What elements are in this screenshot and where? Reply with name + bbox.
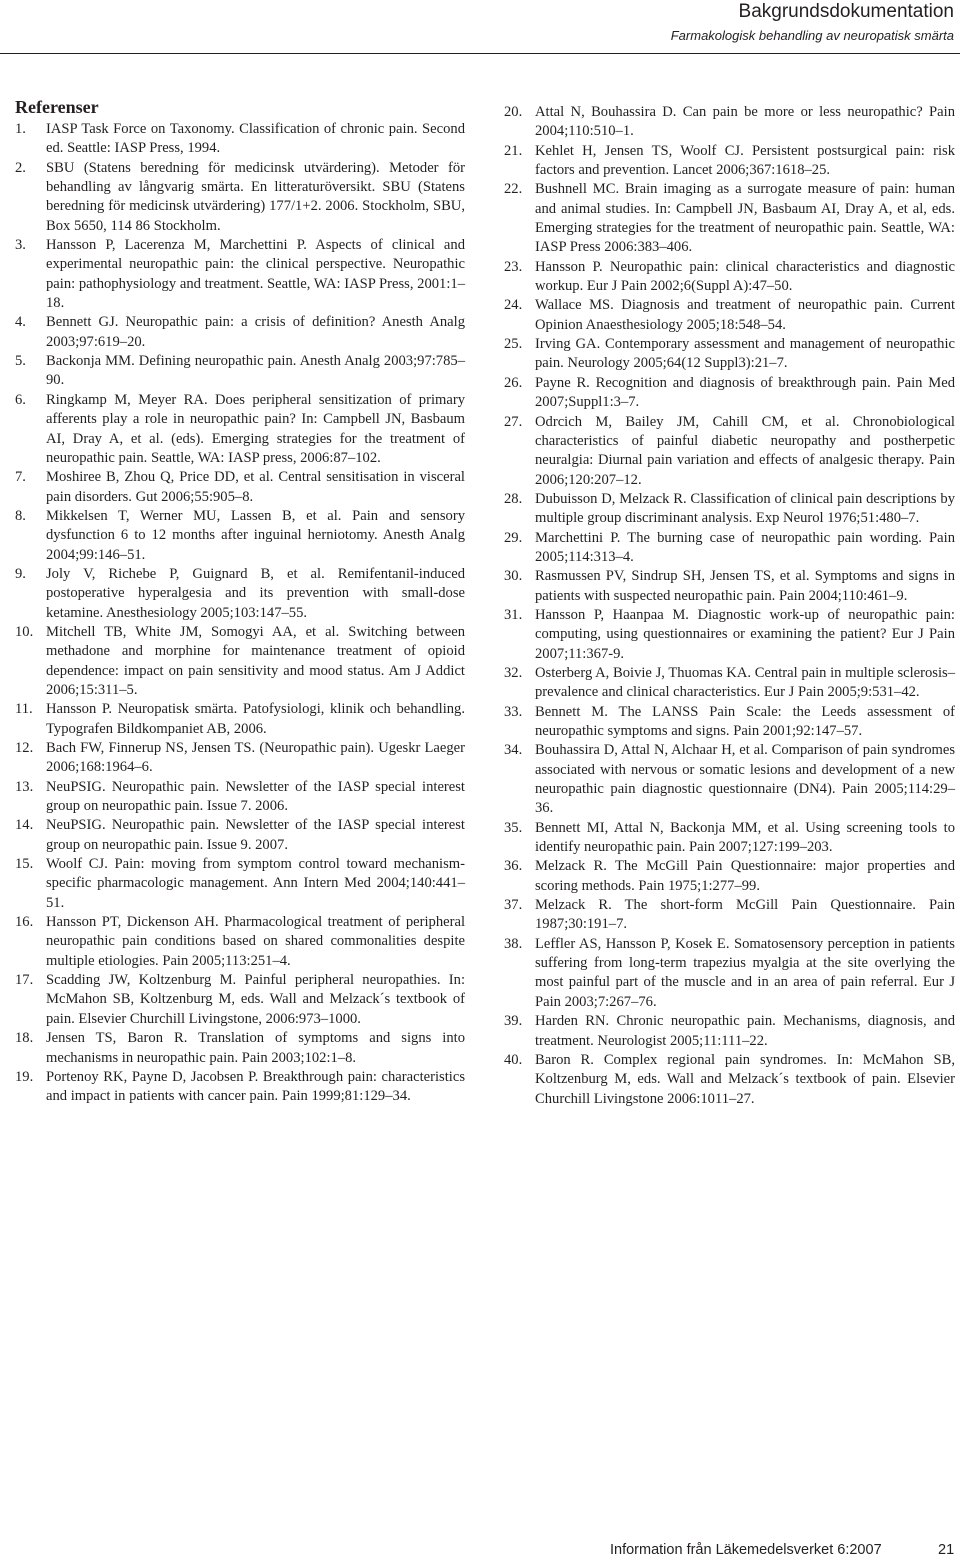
reference-text: Hansson P. Neuropathic pain: clinical characteristics and diagnostic workup. Eur J Pain 2002;6(Suppl A):47–50. (535, 258, 955, 295)
reference-text: Rasmussen PV, Sindrup SH, Jensen TS, et al. Symptoms and signs in patients with suspected neuropathic pain. Pain 2004;110:461–9. (535, 568, 955, 604)
reference-item (15, 1029, 465, 1068)
reference-text: Osterberg A, Boivie J, Thuomas KA. Central pain in multiple sclerosis–prevalence and clinical characteristics. Eur J Pain 2005;9:531–42. (535, 664, 955, 701)
reference-item (15, 739, 465, 778)
reference-number: 35. (504, 819, 523, 836)
reference-text: Bennett MI, Attal N, Backonja MM, et al. Using screening tools to identify neuropathic pain. Pain 2007;127:199–203. (535, 819, 955, 856)
reference-number: 16. (15, 914, 34, 931)
section-title: Bakgrundsdokumentation (738, 1, 954, 22)
reference-item (504, 664, 955, 703)
reference-number: 14. (15, 817, 34, 834)
references-heading: Referenser (15, 97, 99, 117)
reference-number: 22. (504, 181, 523, 198)
reference-item (504, 935, 955, 1012)
reference-text: Wallace MS. Diagnosis and treatment of neuropathic pain. Current Opinion Anaesthesiology 2005;18:548–54. (535, 297, 955, 333)
reference-number: 8. (15, 507, 26, 524)
reference-text: Melzack R. The short-form McGill Pain Questionnaire. Pain 1987;30:191–7. (535, 897, 955, 933)
reference-item (504, 1012, 955, 1051)
reference-item (15, 391, 465, 468)
reference-number: 18. (15, 1030, 34, 1047)
page-number: 21 (938, 1542, 955, 1558)
reference-text: Portenoy RK, Payne D, Jacobsen P. Breakthrough pain: characteristics and impact in patients with cancer pain. Pain 1999;81:129–34. (46, 1068, 465, 1105)
reference-number: 24. (504, 297, 523, 314)
reference-text: Hansson P, Lacerenza M, Marchettini P. Aspects of clinical and experimental neuropathic pain: the clinical perspective. Neuropathic pain: pathophysiology and treatment. Seattle, WA: IASP Press, 2001:1–18. (46, 237, 465, 312)
reference-item (15, 778, 465, 817)
reference-item (15, 1068, 465, 1107)
reference-number: 38. (504, 935, 523, 952)
reference-text: Hansson P. Neuropatisk smärta. Patofysiologi, klinik och behandling. Typografen Bildkompaniet AB, 2006. (46, 701, 465, 737)
footer-publication: Information från Läkemedelsverket 6:2007 (610, 1542, 882, 1558)
reference-number: 15. (15, 856, 34, 873)
reference-item (504, 1051, 955, 1109)
reference-number: 23. (504, 258, 523, 275)
reference-item (504, 819, 955, 858)
reference-text: Backonja MM. Defining neuropathic pain. Anesth Analg 2003;97:785–90. (46, 353, 465, 389)
reference-text: Ringkamp M, Meyer RA. Does peripheral sensitization of primary afferents play a role in neuropathic pain? In: Campbell JN, Basbaum AI, Dray A, et al. (eds). Emerging strategies for the treatment of neuropathic pain. Seattle, WA: IASP press, 2006:87–102. (46, 391, 465, 466)
reference-number: 12. (15, 740, 34, 756)
references-column-right (504, 103, 955, 1109)
reference-number: 1. (15, 121, 26, 137)
reference-item (15, 623, 465, 700)
reference-text: Bushnell MC. Brain imaging as a surrogate measure of pain: human and animal studies. In: Campbell JN, Basbaum AI, Dray A, et al, eds. Emerging strategies for the treatment of neuropathic pain. Seattle, WA: IASP Press 2006:383–406. (535, 181, 955, 256)
reference-item (15, 120, 465, 159)
reference-number: 21. (504, 142, 523, 159)
reference-item (504, 103, 955, 142)
reference-text: Odrcich M, Bailey JM, Cahill CM, et al. Chronobiological characteristics of painful diabetic neuropathy and postherpetic neuralgia: Diurnal pain variation and effects of analgesic therapy. Pain 2006;120:207–12. (535, 413, 955, 488)
reference-number: 27. (504, 413, 523, 430)
reference-number: 32. (504, 664, 523, 681)
reference-item (504, 741, 955, 818)
reference-number: 13. (15, 778, 34, 795)
reference-number: 11. (15, 701, 33, 718)
reference-number: 31. (504, 606, 523, 623)
reference-number: 20. (504, 104, 523, 120)
reference-text: Bennett GJ. Neuropathic pain: a crisis of definition? Anesth Analg 2003;97:619–20. (46, 314, 465, 350)
reference-text: Attal N, Bouhassira D. Can pain be more or less neuropathic? Pain 2004;110:510–1. (535, 104, 955, 140)
reference-item (15, 468, 465, 507)
reference-number: 37. (504, 897, 523, 914)
reference-item (15, 971, 465, 1029)
reference-number: 40. (504, 1051, 523, 1068)
reference-number: 4. (15, 314, 26, 331)
reference-text: SBU (Statens beredning för medicinsk utvärdering). Metoder för behandling av långvarig smärta. En litteraturöversikt. SBU (Statens beredning för medicinsk utvärdering) 177/1+2. 2006. Stockholm, SBU, Box 5650, 114 86 Stockholm. (46, 159, 465, 234)
reference-text: Moshiree B, Zhou Q, Price DD, et al. Central sensitisation in visceral pain disorders. Gut 2006;55:905–8. (46, 469, 465, 505)
reference-text: Hansson P, Haanpaa M. Diagnostic work-up of neuropathic pain: computing, using questionnaires or examining the patient? Eur J Pain 2007;11:367-9. (535, 606, 955, 662)
reference-number: 6. (15, 391, 26, 408)
header-divider (0, 53, 960, 54)
reference-number: 25. (504, 336, 523, 353)
reference-item (15, 313, 465, 352)
reference-number: 7. (15, 469, 26, 486)
reference-item (15, 855, 465, 913)
reference-number: 29. (504, 529, 523, 546)
reference-number: 39. (504, 1013, 523, 1030)
reference-text: NeuPSIG. Neuropathic pain. Newsletter of the IASP special interest group on neuropathic pain. Issue 9. 2007. (46, 817, 465, 853)
reference-item (15, 700, 465, 739)
reference-text: Kehlet H, Jensen TS, Woolf CJ. Persistent postsurgical pain: risk factors and prevention. Lancet 2006;367:1618–25. (535, 142, 955, 179)
reference-item (504, 490, 955, 529)
reference-number: 28. (504, 490, 523, 507)
reference-text: Mikkelsen T, Werner MU, Lassen B, et al. Pain and sensory dysfunction 6 to 12 months after inguinal herniotomy. Anesth Analg 2004;99:146–51. (46, 507, 465, 563)
reference-text: IASP Task Force on Taxonomy. Classification of chronic pain. Second ed. Seattle: IASP Press, 1994. (46, 121, 465, 157)
reference-text: Marchettini P. The burning case of neuropathic pain wording. Pain 2005;114:313–4. (535, 529, 955, 565)
reference-text: Payne R. Recognition and diagnosis of breakthrough pain. Pain Med 2007;Suppl1:3–7. (535, 374, 955, 411)
reference-text: Bennett M. The LANSS Pain Scale: the Leeds assessment of neuropathic symptoms and signs. Pain 2001;92:147–57. (535, 703, 955, 739)
reference-number: 10. (15, 623, 34, 640)
reference-item (504, 606, 955, 664)
reference-text: Dubuisson D, Melzack R. Classification of clinical pain descriptions by multiple group discriminant analysis. Exp Neurol 1976;51:480–7. (535, 490, 955, 527)
reference-text: Mitchell TB, White JM, Somogyi AA, et al. Switching between methadone and morphine for maintenance treatment of opioid dependence: impact on pain sensitivity and mood status. Am J Addict 2006;15:311–5. (46, 623, 465, 698)
section-subtitle: Farmakologisk behandling av neuropatisk smärta (670, 28, 954, 43)
reference-item (504, 857, 955, 896)
reference-number: 33. (504, 703, 523, 720)
reference-item (504, 896, 955, 935)
reference-text: NeuPSIG. Neuropathic pain. Newsletter of the IASP special interest group on neuropathic pain. Issue 7. 2006. (46, 778, 465, 815)
reference-item (504, 703, 955, 742)
reference-number: 36. (504, 858, 523, 875)
reference-text: Baron R. Complex regional pain syndromes. In: McMahon SB, Koltzenburg M, eds. Wall and Melzack´s textbook of pain. Elsevier Churchill Livingstone 2006:1011–27. (535, 1051, 955, 1107)
reference-item (15, 159, 465, 236)
reference-item (15, 236, 465, 313)
reference-item (504, 258, 955, 297)
reference-number: 2. (15, 159, 26, 176)
reference-list-left (15, 120, 465, 1107)
reference-item (504, 567, 955, 606)
reference-number: 19. (15, 1068, 34, 1085)
reference-text: Irving GA. Contemporary assessment and management of neuropathic pain. Neurology 2005;64(12 Suppl3):21–7. (535, 336, 955, 372)
reference-text: Hansson PT, Dickenson AH. Pharmacological treatment of peripheral neuropathic pain conditions based on shared commonalities despite multiple etiologies. Pain 2005;113:251–4. (46, 914, 465, 969)
reference-text: Jensen TS, Baron R. Translation of symptoms and signs into mechanisms in neuropathic pain. Pain 2003;102:1–8. (46, 1030, 465, 1066)
references-column-left (15, 120, 465, 1107)
reference-text: Bouhassira D, Attal N, Alchaar H, et al. Comparison of pain syndromes associated with nervous or somatic lesions and development of a new neuropathic pain diagnostic questionnaire (DN4). Pain 2005;114:29–36. (535, 742, 955, 817)
reference-list-right (504, 103, 955, 1109)
reference-item (504, 142, 955, 181)
reference-text: Leffler AS, Hansson P, Kosek E. Somatosensory perception in patients suffering from long-term trapezius myalgia at the site overlying the most painful part of the muscle and in an area of pain referral. Eur J Pain 2003;7:267–76. (535, 935, 955, 1010)
reference-item (504, 374, 955, 413)
reference-text: Woolf CJ. Pain: moving from symptom control toward mechanism-specific pharmacologic management. Ann Intern Med 2004;140:441–51. (46, 856, 465, 911)
reference-item (504, 296, 955, 335)
reference-text: Melzack R. The McGill Pain Questionnaire: major properties and scoring methods. Pain 1975;1:277–99. (535, 858, 955, 894)
reference-item (15, 565, 465, 623)
reference-item (15, 816, 465, 855)
reference-item (504, 529, 955, 568)
reference-item (15, 913, 465, 971)
reference-item (504, 413, 955, 490)
reference-number: 17. (15, 972, 34, 989)
page-header (671, 0, 954, 44)
reference-number: 5. (15, 353, 26, 370)
reference-number: 9. (15, 565, 26, 582)
reference-text: Bach FW, Finnerup NS, Jensen TS. (Neuropathic pain). Ugeskr Laeger 2006;168:1964–6. (46, 740, 465, 776)
reference-item (504, 335, 955, 374)
reference-number: 26. (504, 374, 523, 391)
reference-item (15, 352, 465, 391)
reference-number: 34. (504, 742, 523, 759)
reference-item (15, 507, 465, 565)
reference-text: Scadding JW, Koltzenburg M. Painful peripheral neuropathies. In: McMahon SB, Koltzenburg M, eds. Wall and Melzack´s textbook of pain. Elsevier Churchill Livingstone, 2006:973–1000. (46, 972, 465, 1027)
reference-number: 30. (504, 568, 523, 585)
reference-item (504, 180, 955, 257)
reference-number: 3. (15, 237, 26, 254)
reference-text: Joly V, Richebe P, Guignard B, et al. Remifentanil-induced postoperative hyperalgesia and its prevention with small-dose ketamine. Anesthesiology 2005;103:147–55. (46, 565, 465, 621)
reference-text: Harden RN. Chronic neuropathic pain. Mechanisms, diagnosis, and treatment. Neurologist 2005;11:111–22. (535, 1013, 955, 1049)
